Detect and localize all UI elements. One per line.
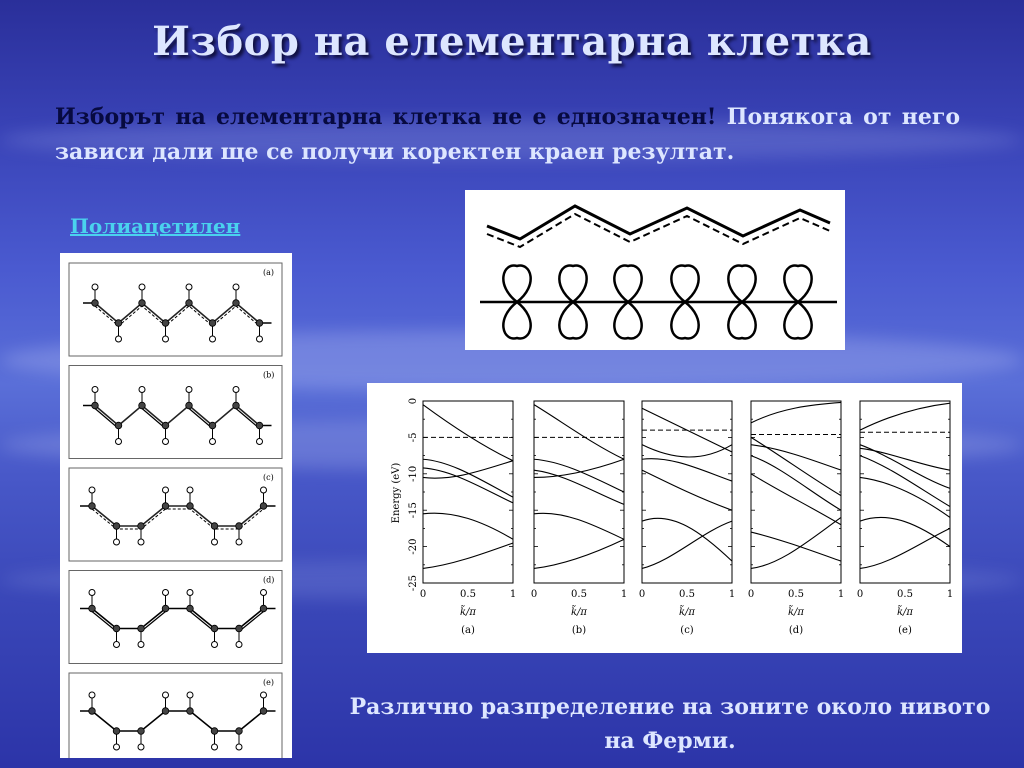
hydrogen-atom: [187, 590, 193, 596]
x-tick-label: 1: [620, 589, 628, 600]
carbon-atom: [162, 708, 169, 715]
x-axis-label: k̃/π: [787, 607, 805, 618]
y-tick-label: -20: [408, 538, 419, 555]
band-curve: [642, 518, 732, 561]
carbon-atom: [113, 523, 120, 530]
band-curve: [751, 456, 841, 511]
hydrogen-atom: [139, 284, 145, 290]
hydrogen-atom: [163, 439, 169, 445]
chain-panel-5: [69, 673, 282, 758]
band-panel-label: (c): [680, 625, 694, 636]
intro-line-2: Понякога от него зависи дали ще се получи коректен краен резултат.: [55, 104, 960, 165]
polyacetylene-link[interactable]: Полиацетилен: [70, 214, 241, 238]
band-curve: [751, 437, 841, 495]
hydrogen-atom: [186, 284, 192, 290]
hydrogen-atom: [261, 692, 267, 698]
hydrogen-atom: [163, 336, 169, 342]
hydrogen-atom: [261, 487, 267, 493]
band-curve: [751, 517, 841, 568]
carbon-atom: [162, 320, 169, 327]
hydrogen-atom: [186, 387, 192, 393]
carbon-atom: [162, 605, 169, 612]
x-tick-label: 0.5: [460, 589, 476, 600]
band-curve: [423, 405, 513, 461]
band-curve: [751, 532, 841, 561]
carbon-atom: [236, 523, 243, 530]
carbon-atom: [236, 728, 243, 735]
band-curve: [534, 470, 624, 504]
band-panel-2: [531, 401, 627, 636]
chains-svg: [60, 253, 292, 758]
hydrogen-atom: [114, 642, 120, 648]
hydrogen-atom: [257, 336, 263, 342]
hydrogen-atom: [116, 439, 122, 445]
polyacetylene-structures-figure: [60, 253, 292, 758]
carbon-atom: [186, 300, 193, 307]
band-panel-label: (e): [898, 625, 912, 636]
x-axis-label: k̃/π: [459, 607, 477, 618]
band-curve: [642, 521, 732, 568]
band-curve: [423, 543, 513, 568]
carbon-atom: [209, 320, 216, 327]
carbon-atom: [139, 300, 146, 307]
y-tick-label: -25: [408, 574, 419, 592]
carbon-atom: [260, 605, 267, 612]
band-curve: [534, 405, 624, 460]
zigzag-chain-solid: [487, 206, 830, 239]
band-panel-label: (d): [788, 625, 804, 636]
hydrogen-atom: [138, 539, 144, 545]
y-tick-label: -10: [408, 465, 419, 482]
band-curve: [860, 528, 950, 568]
band-panel-1: [420, 401, 516, 636]
hydrogen-atom: [236, 642, 242, 648]
carbon-atom: [138, 523, 145, 530]
carbon-atom: [211, 523, 218, 530]
band-panel-label: (b): [571, 625, 587, 636]
hydrogen-atom: [138, 642, 144, 648]
carbon-atom: [256, 320, 263, 327]
hydrogen-atom: [236, 539, 242, 545]
x-tick-label: 0.5: [788, 589, 804, 600]
x-tick-label: 1: [509, 589, 517, 600]
y-axis-label: Energy (eV): [391, 462, 402, 524]
band-curve: [860, 403, 950, 430]
x-tick-label: 1: [946, 589, 954, 600]
chain-panel-3: [69, 468, 282, 561]
x-tick-label: 0.5: [679, 589, 695, 600]
carbon-atom: [162, 503, 169, 510]
carbon-atom: [89, 708, 96, 715]
band-panel-5: [857, 401, 953, 636]
x-tick-label: 0: [419, 589, 427, 600]
band-curve: [423, 461, 513, 478]
x-tick-label: 0: [747, 589, 755, 600]
carbon-atom: [256, 422, 263, 429]
band-panel-label: (a): [461, 625, 475, 636]
orbitals-svg: [465, 190, 845, 350]
y-tick-label: -15: [408, 502, 419, 519]
carbon-atom: [92, 402, 99, 409]
band-structure-figure: [367, 383, 962, 653]
carbon-atom: [260, 503, 267, 510]
hydrogen-atom: [212, 539, 218, 545]
carbon-atom: [187, 503, 194, 510]
carbon-atom: [211, 625, 218, 632]
carbon-atom: [89, 503, 96, 510]
x-tick-label: 1: [728, 589, 736, 600]
x-axis-label: k̃/π: [570, 607, 588, 618]
hydrogen-atom: [233, 284, 239, 290]
hydrogen-atom: [210, 439, 216, 445]
band-curve: [423, 513, 513, 539]
carbon-atom: [233, 402, 240, 409]
carbon-atom: [138, 728, 145, 735]
carbon-atom: [113, 728, 120, 735]
intro-line-1: Изборът на елементарна клетка не е еднозначен!: [55, 104, 717, 130]
hydrogen-atom: [187, 487, 193, 493]
x-tick-label: 0.5: [571, 589, 587, 600]
hydrogen-atom: [257, 439, 263, 445]
y-tick-label: 0: [408, 397, 419, 405]
band-curve: [534, 513, 624, 539]
hydrogen-atom: [261, 590, 267, 596]
chain-panel-label: (e): [263, 678, 274, 687]
bands-svg: [367, 383, 962, 653]
hydrogen-atom: [187, 692, 193, 698]
band-curve: [860, 456, 950, 507]
carbon-atom: [162, 422, 169, 429]
hydrogen-atom: [236, 744, 242, 750]
band-curve: [860, 477, 950, 517]
x-tick-label: 0: [638, 589, 646, 600]
hydrogen-atom: [89, 590, 95, 596]
hydrogen-atom: [114, 744, 120, 750]
carbon-atom: [209, 422, 216, 429]
hydrogen-atom: [138, 744, 144, 750]
intro-paragraph: [55, 100, 960, 170]
carbon-atom: [115, 320, 122, 327]
carbon-atom: [187, 605, 194, 612]
band-curve: [751, 474, 841, 525]
hydrogen-atom: [114, 539, 120, 545]
x-axis-label: k̃/π: [896, 607, 914, 618]
slide-title: Избор на елементарна клетка: [152, 18, 872, 65]
carbon-atom: [187, 708, 194, 715]
band-curve: [642, 459, 732, 481]
chain-panel-label: (d): [263, 575, 275, 585]
band-curve: [642, 445, 732, 457]
hydrogen-atom: [139, 387, 145, 393]
carbon-atom: [186, 402, 193, 409]
hydrogen-atom: [116, 336, 122, 342]
x-tick-label: 0.5: [897, 589, 913, 600]
chain-panel-1: [69, 263, 282, 356]
chain-panel-4: [69, 571, 282, 664]
band-panel-3: [639, 401, 735, 636]
chain-panel-label: (b): [263, 370, 275, 380]
band-curve: [860, 517, 950, 546]
carbon-atom: [139, 402, 146, 409]
hydrogen-atom: [89, 487, 95, 493]
hydrogen-atom: [92, 387, 98, 393]
x-tick-label: 1: [837, 589, 845, 600]
x-axis-label: k̃/π: [678, 607, 696, 618]
y-tick-label: -5: [408, 432, 419, 443]
band-curve: [534, 539, 624, 568]
carbon-atom: [260, 708, 267, 715]
hydrogen-atom: [212, 744, 218, 750]
carbon-atom: [115, 422, 122, 429]
hydrogen-atom: [212, 642, 218, 648]
band-panel-4: [748, 401, 844, 636]
carbon-atom: [92, 300, 99, 307]
carbon-atom: [233, 300, 240, 307]
hydrogen-atom: [233, 387, 239, 393]
band-curve: [751, 402, 841, 422]
p-orbitals-figure: [465, 190, 845, 350]
x-tick-label: 0: [530, 589, 538, 600]
carbon-atom: [138, 625, 145, 632]
hydrogen-atom: [163, 692, 169, 698]
hydrogen-atom: [163, 487, 169, 493]
carbon-atom: [236, 625, 243, 632]
carbon-atom: [113, 625, 120, 632]
carbon-atom: [89, 605, 96, 612]
chain-panel-label: (c): [263, 473, 274, 482]
bands-caption: Различно разпределение на зоните около нивото на Ферми.: [349, 694, 991, 754]
band-curve: [534, 459, 624, 477]
chain-panel-2: [69, 366, 282, 459]
hydrogen-atom: [89, 692, 95, 698]
x-tick-label: 0: [856, 589, 864, 600]
carbon-atom: [211, 728, 218, 735]
chain-panel-label: (a): [263, 268, 275, 277]
hydrogen-atom: [92, 284, 98, 290]
hydrogen-atom: [163, 590, 169, 596]
hydrogen-atom: [210, 336, 216, 342]
